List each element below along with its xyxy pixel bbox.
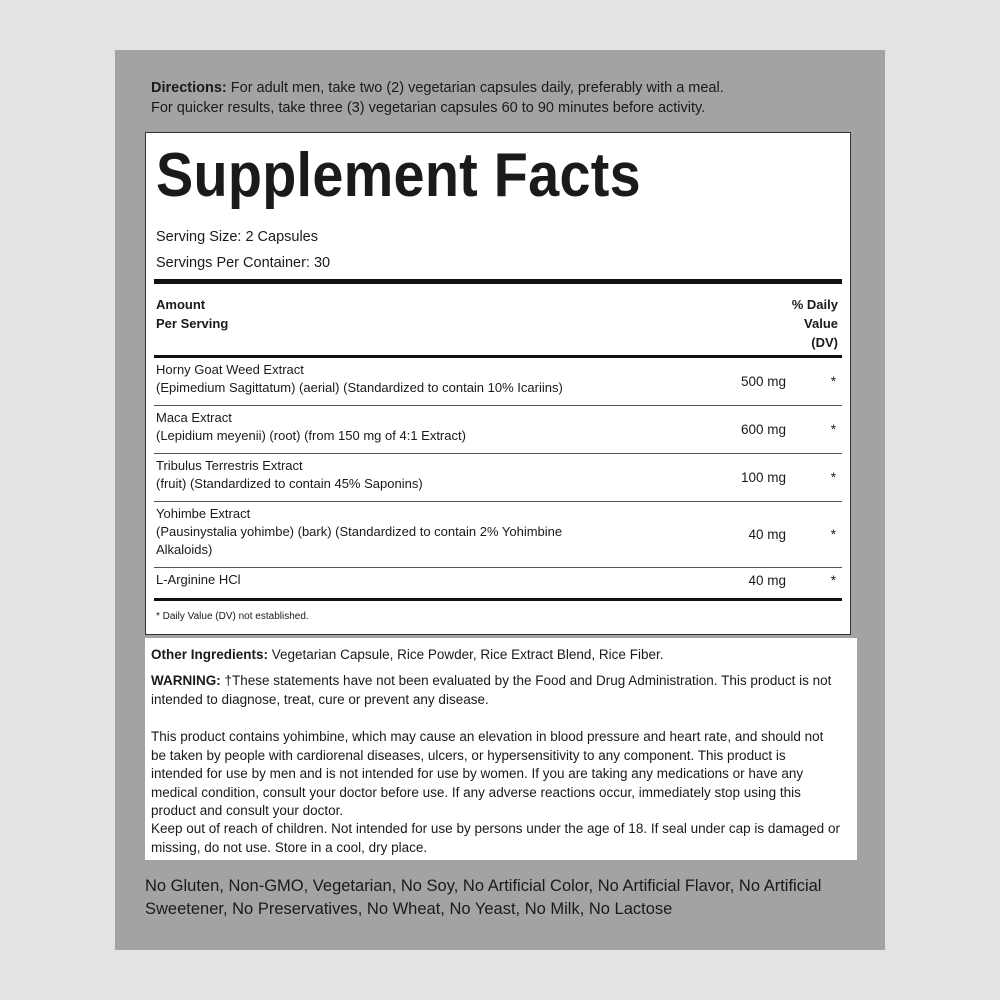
ingredient-name: Maca Extract [156, 410, 232, 425]
dv-footnote: * Daily Value (DV) not established. [156, 611, 309, 622]
directions-line-1: For adult men, take two (2) vegetarian capsules daily, preferably with a meal. [226, 80, 724, 96]
ingredient-detail: (Epimedium Sagittatum) (aerial) (Standardized to contain 10% Icariins) [156, 380, 563, 395]
facts-title: Supplement Facts [156, 141, 641, 210]
info-box [145, 638, 857, 860]
warning-text: †These statements have not been evaluated by the Food and Drug Administration. This product is not intended to diagnose, treat, cure or prevent any disease. [151, 673, 832, 707]
label-panel [115, 50, 885, 950]
amount-per-serving-header [156, 295, 228, 333]
ingredient-detail: (Lepidium meyenii) (root) (from 150 mg of 4:1 Extract) [156, 428, 466, 443]
daily-value-header [792, 295, 838, 352]
table-row [154, 358, 842, 406]
ingredient-amount: 40 mg [748, 527, 786, 542]
ingredient-detail: (Pausinystalia yohimbe) (bark) (Standardized to contain 2% Yohimbine Alkaloids) [156, 524, 563, 557]
header-dv: (DV) [811, 335, 838, 350]
ingredient-dv: * [830, 573, 836, 588]
servings-per-container: Servings Per Container: 30 [156, 255, 331, 271]
warning-label: WARNING: [151, 673, 221, 688]
ingredient-amount: 500 mg [740, 374, 786, 389]
table-row [154, 502, 842, 568]
header-per-serving: Per Serving [156, 316, 229, 331]
ingredient-detail: (fruit) (Standardized to contain 45% Saponins) [156, 476, 423, 491]
other-ingredients-text: Vegetarian Capsule, Rice Powder, Rice Extract Blend, Rice Fiber. [268, 647, 664, 662]
ingredient-amount: 40 mg [748, 573, 786, 588]
ingredient-amount: 100 mg [740, 470, 786, 485]
directions-line-2: For quicker results, take three (3) vegetarian capsules 60 to 90 minutes before activity. [151, 100, 706, 116]
table-row [154, 568, 842, 596]
ingredient-dv: * [830, 422, 836, 437]
other-ingredients [151, 646, 841, 665]
thick-divider [154, 279, 842, 284]
table-row [154, 454, 842, 502]
directions-label: Directions: [151, 80, 227, 96]
directions [151, 78, 871, 118]
ingredient-dv: * [830, 527, 836, 542]
warning [151, 672, 841, 709]
supplement-facts-box [145, 132, 851, 635]
other-ingredients-label: Other Ingredients: [151, 647, 269, 662]
ingredient-name: Tribulus Terrestris Extract [156, 458, 303, 473]
yohimbine-notice: This product contains yohimbine, which may cause an elevation in blood pressure and heart rate, and should not be taken by people with cardiorenal diseases, ulcers, or hypersensitivity to any component. This product is intended for use by men and is not intended for use by women. If you are taking any medications or have any medical condition, consult your doctor before use. If any adverse reactions occur, immediately stop using this product and consult your doctor. [151, 729, 824, 818]
table-row [154, 406, 842, 454]
serving-size: Serving Size: 2 Capsules [156, 229, 318, 245]
ingredient-amount: 600 mg [740, 422, 786, 437]
ingredient-dv: * [830, 374, 836, 389]
dietary-claims: No Gluten, Non-GMO, Vegetarian, No Soy, No Artificial Color, No Artificial Flavor, No Artificial Sweetener, No Preservatives, No Wheat, No Yeast, No Milk, No Lactose [145, 877, 822, 918]
ingredient-dv: * [830, 470, 836, 485]
ingredient-name: Horny Goat Weed Extract [156, 362, 304, 377]
header-amount: Amount [156, 297, 206, 312]
bottom-divider [154, 598, 842, 601]
header-daily: % Daily [791, 297, 838, 312]
ingredient-name: Yohimbe Extract [156, 506, 251, 521]
header-value: Value [804, 316, 838, 331]
ingredient-name: L-Arginine HCl [156, 572, 241, 587]
keep-out-notice: Keep out of reach of children. Not intended for use by persons under the age of 18. If seal under cap is damaged or missing, do not use. Store in a cool, dry place. [151, 821, 840, 855]
